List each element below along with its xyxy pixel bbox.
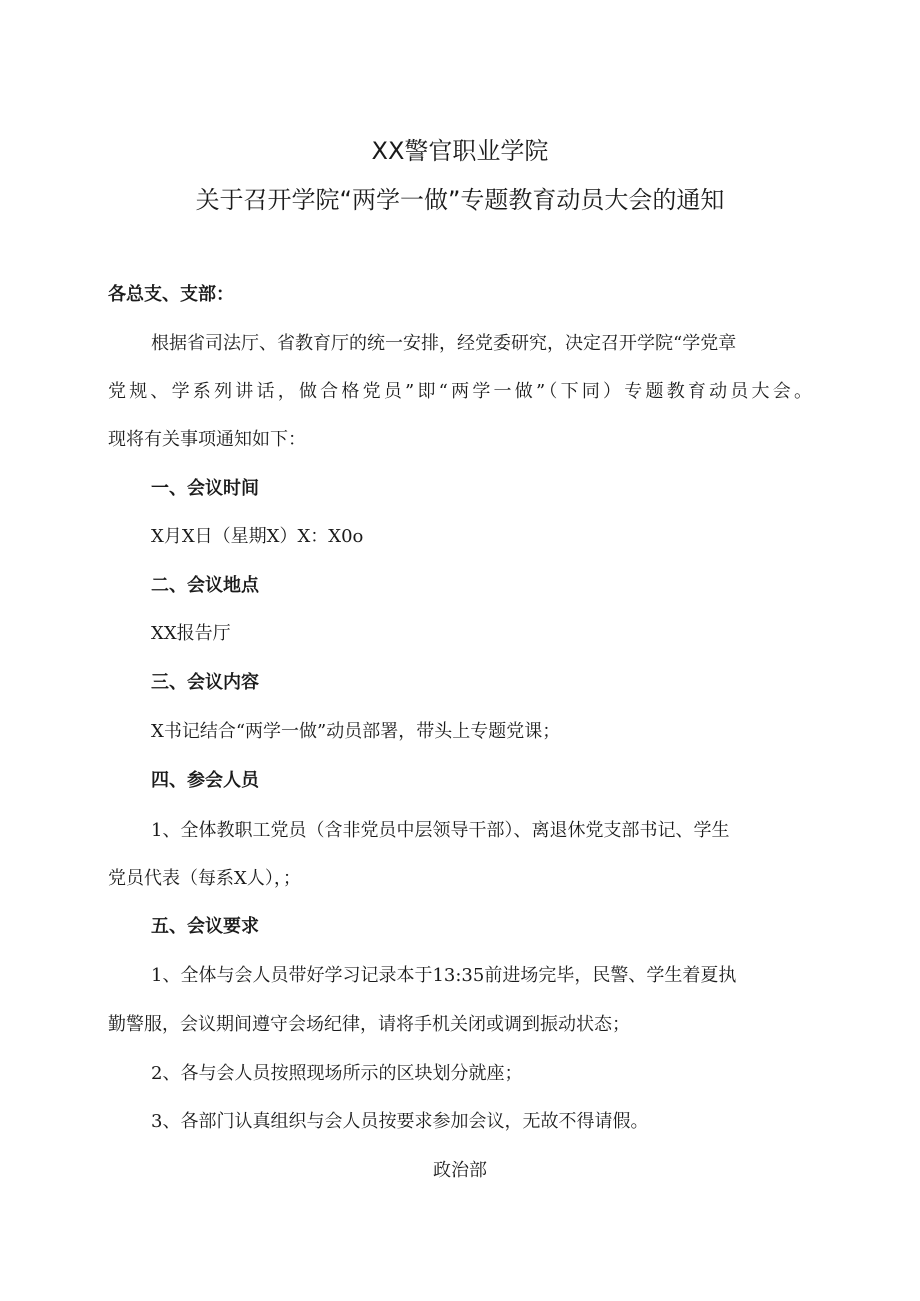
salutation: 各总支、支部： bbox=[108, 284, 234, 305]
requirement-1-line-1: 1、全体与会人员带好学习记录本于13:35前进场完毕，民警、学生着夏执 bbox=[151, 965, 737, 986]
requirement-3: 3、各部门认真组织与会人员按要求参加会议，无故不得请假。 bbox=[151, 1111, 649, 1132]
section-time-value: X月X日（星期X）X：X0o bbox=[151, 526, 364, 547]
requirement-1-line-2: 勤警服，会议期间遵守会场纪律，请将手机关闭或调到振动状态； bbox=[108, 1014, 630, 1035]
intro-line-2: 党规、学系列讲话，做合格党员”即“两学一做”（下同）专题教育动员大会。 bbox=[108, 381, 812, 402]
org-title: XX警官职业学院 bbox=[371, 137, 549, 165]
section-attendees-line-2: 党员代表（每系X人），； bbox=[108, 868, 301, 889]
notice-title: 关于召开学院“两学一做”专题教育动员大会的通知 bbox=[195, 186, 725, 214]
intro-line-3: 现将有关事项通知如下： bbox=[108, 429, 306, 450]
section-requirements-heading: 五、会议要求 bbox=[151, 916, 259, 937]
section-place-value: XX报告厅 bbox=[151, 623, 231, 644]
requirement-2: 2、各与会人员按照现场所示的区块划分就座； bbox=[151, 1063, 523, 1084]
intro-line-1: 根据省司法厅、省教育厅的统一安排，经党委研究，决定召开学院“学党章 bbox=[151, 333, 737, 354]
section-place-heading: 二、会议地点 bbox=[151, 575, 259, 596]
section-attendees-heading: 四、参会人员 bbox=[151, 770, 259, 791]
section-time-heading: 一、会议时间 bbox=[151, 478, 259, 499]
section-attendees-line-1: 1、全体教职工党员（含非党员中层领导干部）、离退休党支部书记、学生 bbox=[151, 820, 730, 841]
signature: 政治部 bbox=[433, 1160, 487, 1181]
section-content-value: X书记结合“两学一做”动员部署，带头上专题党课； bbox=[151, 721, 561, 742]
section-content-heading: 三、会议内容 bbox=[151, 672, 259, 693]
